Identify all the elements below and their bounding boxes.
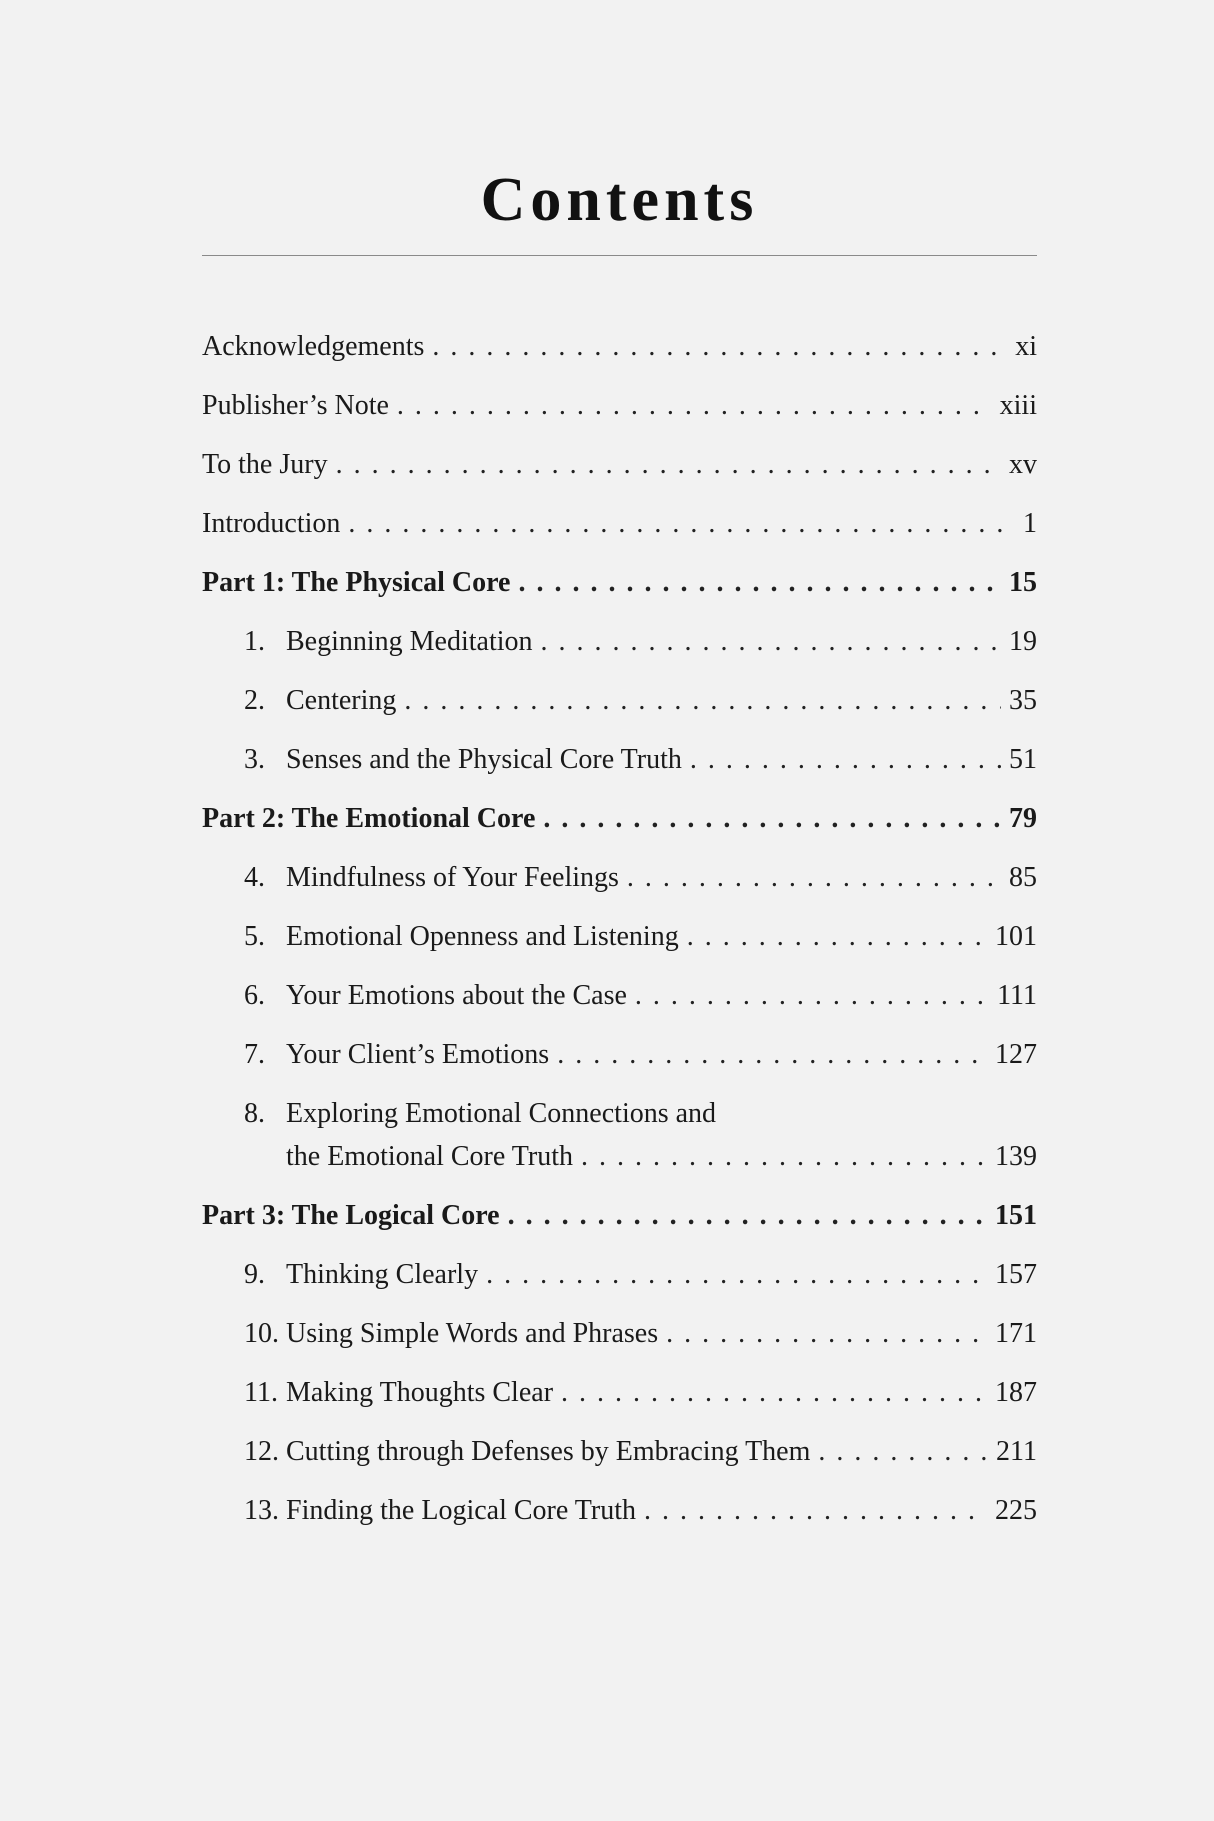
chapter-title: Cutting through Defenses by Embracing Them bbox=[286, 1436, 811, 1467]
chapter-title: Senses and the Physical Core Truth bbox=[286, 744, 682, 775]
chapter-number: 10. bbox=[244, 1318, 279, 1349]
toc-part-2[interactable] bbox=[202, 802, 1037, 836]
toc-chapter-1[interactable] bbox=[202, 625, 1037, 659]
toc-chapter-12[interactable] bbox=[202, 1435, 1037, 1469]
dot-leader bbox=[627, 861, 1001, 895]
chapter-page: 157 bbox=[995, 1259, 1037, 1290]
chapter-number: 11. bbox=[244, 1377, 278, 1408]
dot-leader bbox=[690, 743, 1001, 777]
toc-entry-label: Publisher’s Note bbox=[202, 390, 389, 421]
table-of-contents bbox=[202, 330, 1037, 1528]
toc-entry-to-the-jury[interactable] bbox=[202, 448, 1037, 482]
chapter-title: Using Simple Words and Phrases bbox=[286, 1318, 659, 1349]
chapter-number: 12. bbox=[244, 1436, 279, 1467]
toc-part-label: Part 3: The Logical Core bbox=[202, 1200, 500, 1231]
page-title: Contents bbox=[480, 166, 759, 234]
chapter-page: 139 bbox=[995, 1141, 1037, 1172]
chapter-title: Mindfulness of Your Feelings bbox=[286, 862, 619, 893]
toc-chapter-4[interactable] bbox=[202, 861, 1037, 895]
dot-leader bbox=[581, 1140, 987, 1174]
toc-chapter-9[interactable] bbox=[202, 1258, 1037, 1292]
chapter-number: 1. bbox=[244, 626, 265, 657]
toc-part-label: Part 2: The Emotional Core bbox=[202, 803, 536, 834]
chapter-page: 111 bbox=[997, 980, 1037, 1011]
toc-chapter-11[interactable] bbox=[202, 1376, 1037, 1410]
chapter-title: Finding the Logical Core Truth bbox=[286, 1495, 636, 1526]
toc-part-page: 79 bbox=[1009, 803, 1037, 834]
dot-leader bbox=[687, 920, 987, 954]
toc-entry-page: xi bbox=[1015, 331, 1037, 362]
toc-entry-page: xiii bbox=[999, 390, 1037, 421]
toc-part-page: 151 bbox=[995, 1200, 1037, 1231]
chapter-title: Your Client’s Emotions bbox=[286, 1039, 550, 1070]
toc-part-1[interactable] bbox=[202, 566, 1037, 600]
toc-entry-label: Acknowledgements bbox=[202, 331, 425, 362]
dot-leader bbox=[348, 507, 1015, 541]
dot-leader bbox=[635, 979, 989, 1013]
title-divider bbox=[202, 255, 1037, 256]
chapter-number: 8. bbox=[244, 1098, 265, 1129]
dot-leader bbox=[404, 684, 1001, 718]
toc-chapter-3[interactable] bbox=[202, 743, 1037, 777]
dot-leader bbox=[508, 1199, 987, 1233]
chapter-page: 171 bbox=[995, 1318, 1037, 1349]
dot-leader bbox=[518, 566, 1001, 600]
toc-chapter-13[interactable] bbox=[202, 1494, 1037, 1528]
dot-leader bbox=[541, 625, 1001, 659]
dot-leader bbox=[397, 389, 992, 423]
dot-leader bbox=[486, 1258, 987, 1292]
dot-leader bbox=[644, 1494, 987, 1528]
dot-leader bbox=[666, 1317, 987, 1351]
toc-entry-page: 1 bbox=[1023, 508, 1037, 539]
chapter-page: 51 bbox=[1009, 744, 1037, 775]
chapter-number: 13. bbox=[244, 1495, 279, 1526]
chapter-title: Exploring Emotional Connections and bbox=[286, 1098, 717, 1129]
toc-entry-label: Introduction bbox=[202, 508, 341, 539]
toc-entry-label: To the Jury bbox=[202, 449, 328, 480]
chapter-number: 5. bbox=[244, 921, 265, 952]
chapter-title: Emotional Openness and Listening bbox=[286, 921, 679, 952]
toc-entry-acknowledgements[interactable] bbox=[202, 330, 1037, 364]
chapter-page: 211 bbox=[996, 1436, 1037, 1467]
chapter-title: Your Emotions about the Case bbox=[286, 980, 627, 1011]
chapter-number: 9. bbox=[244, 1259, 265, 1290]
chapter-title-continued: the Emotional Core Truth bbox=[286, 1141, 573, 1172]
chapter-number: 7. bbox=[244, 1039, 265, 1070]
chapter-page: 127 bbox=[995, 1039, 1037, 1070]
chapter-number: 6. bbox=[244, 980, 265, 1011]
toc-entry-introduction[interactable] bbox=[202, 507, 1037, 541]
toc-part-page: 15 bbox=[1009, 567, 1037, 598]
chapter-page: 225 bbox=[995, 1495, 1037, 1526]
chapter-title: Centering bbox=[286, 685, 397, 716]
chapter-title: Beginning Meditation bbox=[286, 626, 533, 657]
chapter-page: 19 bbox=[1009, 626, 1037, 657]
toc-entry-page: xv bbox=[1009, 449, 1037, 480]
toc-chapter-6[interactable] bbox=[202, 979, 1037, 1013]
toc-chapter-8[interactable] bbox=[202, 1097, 1037, 1174]
toc-chapter-10[interactable] bbox=[202, 1317, 1037, 1351]
toc-part-3[interactable] bbox=[202, 1199, 1037, 1233]
chapter-page: 187 bbox=[995, 1377, 1037, 1408]
chapter-number: 4. bbox=[244, 862, 265, 893]
chapter-page: 101 bbox=[995, 921, 1037, 952]
dot-leader bbox=[432, 330, 1007, 364]
toc-entry-publishers-note[interactable] bbox=[202, 389, 1037, 423]
chapter-title: Thinking Clearly bbox=[286, 1259, 479, 1290]
toc-chapter-5[interactable] bbox=[202, 920, 1037, 954]
chapter-page: 35 bbox=[1009, 685, 1037, 716]
dot-leader bbox=[561, 1376, 987, 1410]
dot-leader bbox=[818, 1435, 988, 1469]
dot-leader bbox=[336, 448, 1001, 482]
chapter-title: Making Thoughts Clear bbox=[286, 1377, 554, 1408]
chapter-number: 2. bbox=[244, 685, 265, 716]
toc-part-label: Part 1: The Physical Core bbox=[202, 567, 511, 598]
contents-page bbox=[202, 0, 1037, 1553]
dot-leader bbox=[543, 802, 1001, 836]
chapter-page: 85 bbox=[1009, 862, 1037, 893]
toc-chapter-2[interactable] bbox=[202, 684, 1037, 718]
toc-chapter-7[interactable] bbox=[202, 1038, 1037, 1072]
dot-leader bbox=[557, 1038, 987, 1072]
chapter-number: 3. bbox=[244, 744, 265, 775]
